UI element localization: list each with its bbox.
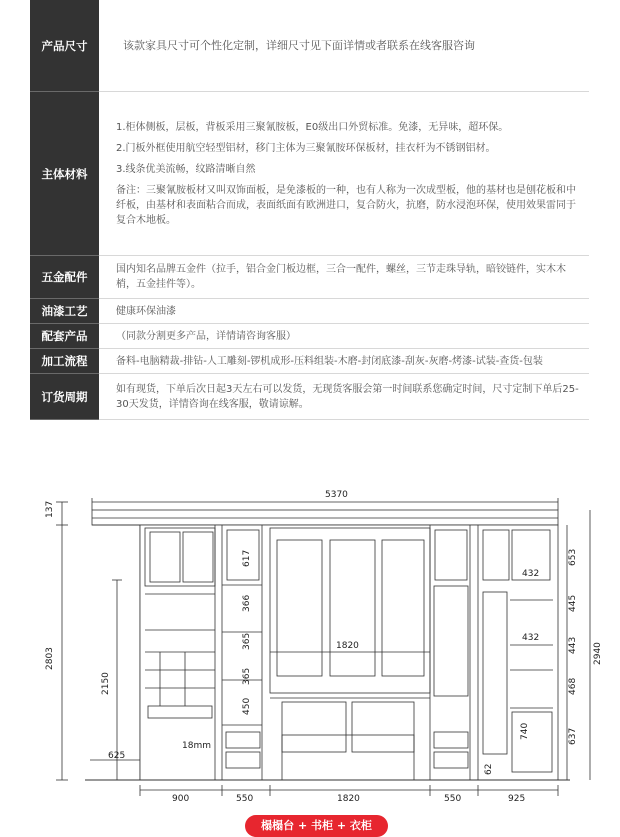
spec-value bbox=[99, 0, 589, 92]
spec-row-products bbox=[30, 324, 589, 349]
dim-total-width: 5370 bbox=[325, 490, 348, 500]
spec-line: 2.门板外框使用航空轻型铝材，移门主体为三聚氰胺环保板材，挂衣杆为不锈钢铝材。 bbox=[116, 142, 496, 154]
dim-bottom-5: 925 bbox=[508, 794, 526, 804]
spec-label: 订货周期 bbox=[30, 374, 99, 420]
dim-panel: 18mm bbox=[182, 741, 211, 751]
spec-line: 1.柜体侧板，层板，背板采用三聚氰胺板，E0级出口外贸标准。免漆，无异味，超环保。 bbox=[116, 121, 509, 133]
spec-row-paint bbox=[30, 299, 589, 324]
spec-value bbox=[99, 349, 589, 374]
dim-bed-height: 625 bbox=[108, 751, 126, 761]
spec-label: 五金配件 bbox=[30, 256, 99, 299]
spec-value bbox=[99, 92, 589, 256]
dim-small: 62 bbox=[484, 763, 494, 775]
dim-drawer: 740 bbox=[520, 722, 530, 740]
spec-label: 加工流程 bbox=[30, 349, 99, 374]
dim-right-1: 653 bbox=[568, 548, 578, 566]
spec-line: 3.线条优美流畅，纹路清晰自然 bbox=[116, 163, 256, 175]
cabinet-drawing bbox=[0, 440, 620, 827]
dim-right-5: 637 bbox=[568, 727, 578, 745]
dim-right-3: 443 bbox=[568, 636, 578, 654]
dim-upper: 617 bbox=[242, 549, 252, 567]
spec-row-hardware bbox=[30, 256, 589, 299]
spec-label: 主体材料 bbox=[30, 92, 99, 256]
dim-shelf-2: 365 bbox=[242, 632, 252, 650]
footer-tag: 榻榻台 + 书柜 + 衣柜 bbox=[245, 815, 388, 837]
spec-row-process bbox=[30, 349, 589, 374]
dim-shelf-1: 366 bbox=[242, 594, 252, 612]
spec-label: 产品尺寸 bbox=[30, 0, 99, 92]
spec-line: 备注：三聚氰胺板材又叫双饰面板，是免漆板的一种，也有人称为一次成型板，他的基材也是刨花板和中纤板，由基材和表面粘合而成，表面纸面有欧洲进口，复合防火，抗磨，防水浸泡环保，使用效果雷同于复合木地板。 bbox=[116, 184, 576, 226]
dim-right-total: 2940 bbox=[593, 642, 603, 665]
dim-top-height: 137 bbox=[45, 500, 55, 518]
spec-line: 该款家具尺寸可个性化定制，详细尺寸见下面详情或者联系在线客服咨询 bbox=[123, 39, 475, 52]
spec-value bbox=[99, 374, 589, 420]
spec-value bbox=[99, 324, 589, 349]
spec-row-size bbox=[30, 0, 589, 92]
spec-line: （同款分割更多产品，详情请咨询客服） bbox=[116, 330, 296, 342]
spec-value bbox=[99, 256, 589, 299]
spec-line: 国内知名品牌五金件（拉手，铝合金门板边框，三合一配件，螺丝，三节走珠导轨，暗铰链件，实木木梢，五金挂件等）。 bbox=[116, 264, 566, 290]
dim-shelf-3: 365 bbox=[242, 667, 252, 685]
dim-center-width: 1820 bbox=[336, 641, 359, 651]
spec-label: 配套产品 bbox=[30, 324, 99, 349]
spec-line: 备料-电脑精裁-排钻-人工雕刻-锣机成形-压料组装-木磨-封闭底漆-刮灰-灰磨-烤漆-试装-查货-包装 bbox=[116, 355, 543, 367]
dim-right-shelf-1: 432 bbox=[522, 569, 540, 579]
dim-shelf-4: 450 bbox=[242, 697, 252, 715]
dim-bottom-4: 550 bbox=[444, 794, 462, 804]
dim-bottom-1: 900 bbox=[172, 794, 190, 804]
dim-bottom-2: 550 bbox=[236, 794, 254, 804]
spec-row-order bbox=[30, 374, 589, 420]
dim-right-4: 468 bbox=[568, 677, 578, 695]
spec-row-material bbox=[30, 92, 589, 256]
dim-left-section: 2150 bbox=[101, 672, 111, 695]
dim-total-height: 2803 bbox=[45, 647, 55, 670]
dim-right-2: 445 bbox=[568, 594, 578, 612]
dim-bottom-3: 1820 bbox=[337, 794, 360, 804]
spec-line: 健康环保油漆 bbox=[116, 305, 176, 317]
spec-value bbox=[99, 299, 589, 324]
spec-label: 油漆工艺 bbox=[30, 299, 99, 324]
dim-right-shelf-2: 432 bbox=[522, 633, 540, 643]
spec-line: 如有现货，下单后次日起3天左右可以发货，无现货客服会第一时间联系您确定时间，尺寸定制下单后25-30天发货，详情咨询在线客服，敬请谅解。 bbox=[116, 383, 579, 410]
spec-table bbox=[30, 0, 589, 420]
